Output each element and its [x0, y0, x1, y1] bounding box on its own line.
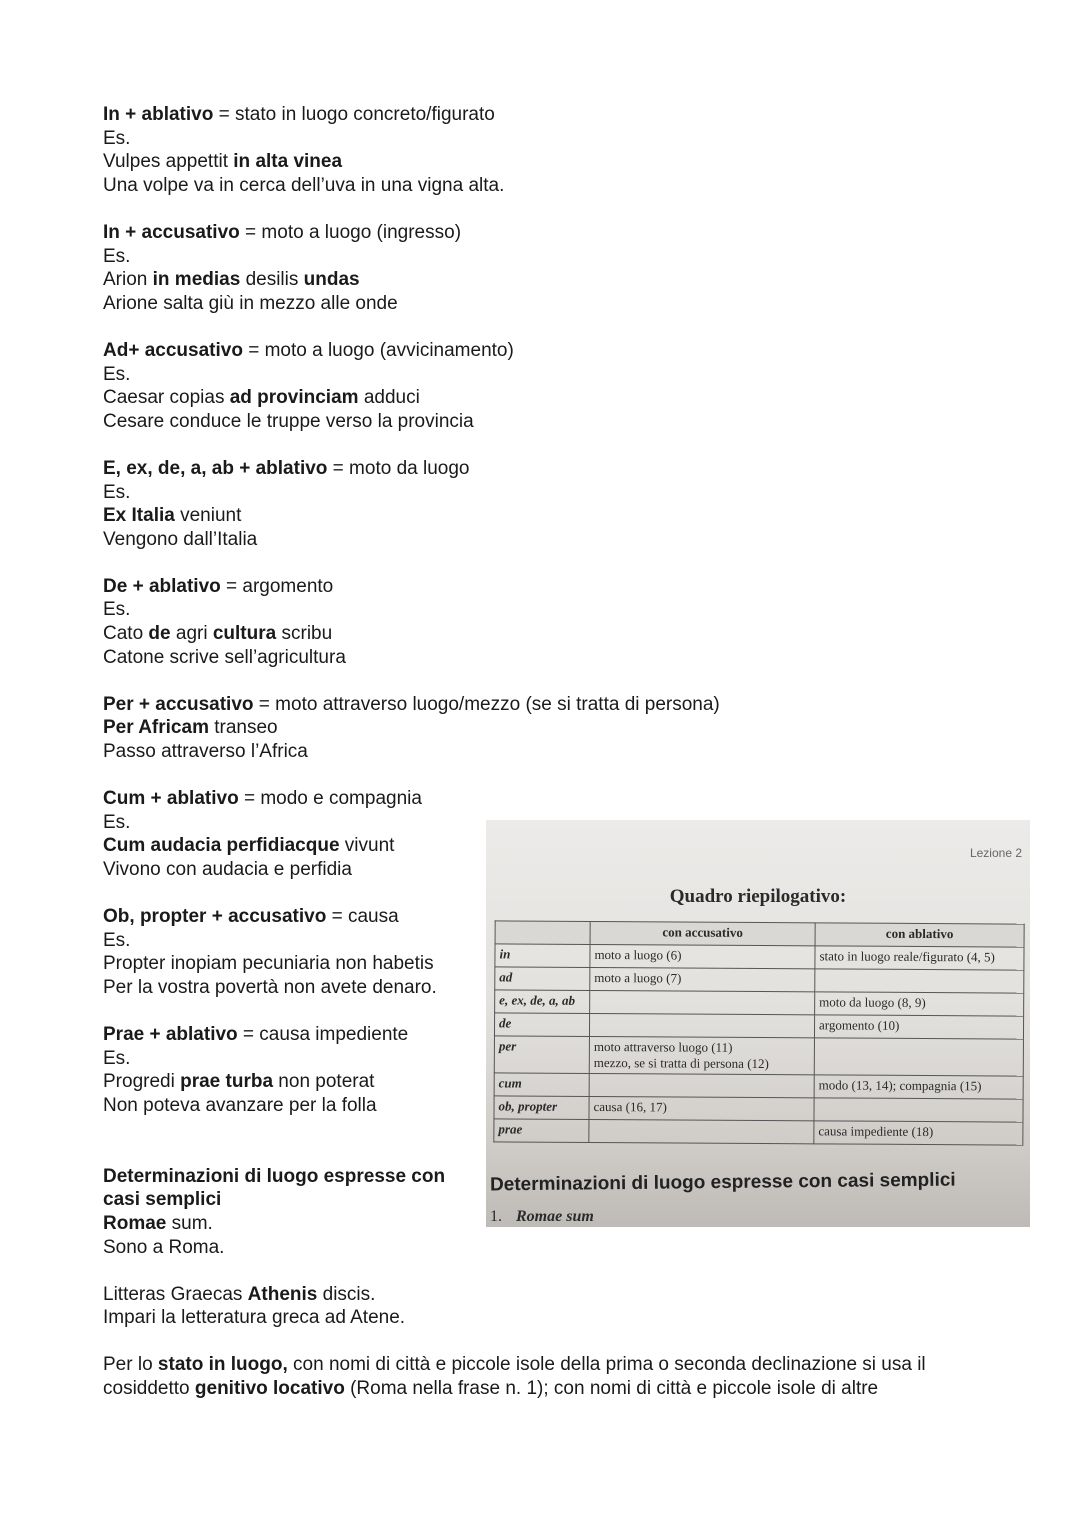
- text: = causa: [326, 906, 399, 928]
- text: Non poteva avanzare per la folla: [103, 1094, 377, 1116]
- note-line: [103, 410, 926, 434]
- text: = stato in luogo concreto/figurato: [213, 104, 495, 125]
- text: Es.: [103, 811, 131, 833]
- example-text: Romae sum: [516, 1208, 594, 1225]
- ablative-cell: moto da luogo (8, 9): [815, 992, 1024, 1016]
- text: Impari la letteratura greca ad Atene.: [103, 1307, 406, 1329]
- note-line: [103, 457, 926, 481]
- accusative-cell: causa (16, 17): [589, 1096, 814, 1120]
- note-line: [103, 504, 926, 528]
- text: discis.: [317, 1283, 376, 1305]
- accusative-cell: moto attraverso luogo (11) mezzo, se si tratta di persona (12): [589, 1036, 814, 1074]
- table-header-row: [495, 921, 1024, 947]
- table-header: [495, 921, 590, 945]
- note-line: [103, 787, 926, 811]
- table-header: con accusativo: [590, 921, 815, 945]
- text: Catone scrive sell’agricultura: [103, 646, 346, 668]
- text: Vengono dall’Italia: [103, 528, 258, 550]
- text: cosiddetto: [103, 1378, 195, 1400]
- bold-text: genitivo locativo: [194, 1378, 345, 1400]
- preposition-cell: in: [495, 944, 590, 968]
- text: Es.: [103, 929, 131, 951]
- ablative-cell: [814, 1038, 1023, 1076]
- text: Una volpe va in cerca dell’uva in una vigna alta.: [103, 174, 505, 196]
- note-line: [103, 127, 926, 151]
- bold-text: In + accusativo: [103, 221, 240, 243]
- text: Vivono con audacia e perfidia: [103, 859, 352, 880]
- blank-line: [103, 197, 926, 221]
- bold-text: Per + accusativo: [103, 693, 254, 715]
- bold-text: Athenis: [247, 1283, 318, 1305]
- bold-text: In + ablativo: [103, 104, 214, 125]
- text: = modo e compagnia: [238, 788, 422, 810]
- note-line: [103, 646, 926, 670]
- table-row: [494, 1096, 1023, 1122]
- bold-text: in medias: [152, 269, 241, 291]
- note-line: [103, 174, 926, 198]
- blank-line: [103, 315, 926, 339]
- section-subheading: Determinazioni di luogo espresse con casi semplici: [489, 1169, 956, 1196]
- text: (Roma nella frase n. 1); con nomi di città e piccole isole di altre: [344, 1378, 879, 1400]
- table-row: [494, 1119, 1023, 1145]
- table-row: [495, 967, 1024, 993]
- text: vivunt: [339, 835, 395, 857]
- bold-text: de: [148, 623, 171, 645]
- bold-text: Prae + ablativo: [103, 1024, 238, 1046]
- text: Es.: [103, 481, 131, 503]
- text: veniunt: [174, 505, 242, 527]
- table-row: [495, 944, 1024, 970]
- blank-line: [103, 551, 926, 575]
- text: = causa impediente: [237, 1024, 409, 1046]
- text: Sono a Roma.: [103, 1236, 225, 1258]
- text: Per lo: [103, 1354, 158, 1376]
- accusative-cell: [590, 990, 815, 1014]
- bold-text: cultura: [212, 623, 277, 645]
- bold-text: Romae: [103, 1212, 167, 1234]
- note-line: [103, 622, 926, 646]
- note-line: [103, 150, 926, 174]
- text: transeo: [208, 717, 278, 739]
- blank-line: [103, 1259, 926, 1283]
- text: Es.: [103, 1047, 131, 1069]
- blank-line: [103, 433, 926, 457]
- table-row: [494, 1073, 1023, 1099]
- bold-text: Ob, propter + accusativo: [103, 906, 327, 928]
- summary-table: [493, 920, 1024, 1145]
- table-row: [494, 1013, 1023, 1039]
- text: Caesar copias: [103, 387, 230, 409]
- text: Es.: [103, 599, 131, 621]
- table-row: [495, 990, 1024, 1016]
- bold-text: Ad+ accusativo: [103, 339, 243, 361]
- text: sum.: [166, 1212, 213, 1234]
- note-line: [103, 598, 926, 622]
- text: = moto attraverso luogo/mezzo (se si tratta di persona): [253, 693, 720, 715]
- accusative-cell: moto a luogo (6): [590, 944, 815, 968]
- bold-text: ad provinciam: [229, 387, 359, 409]
- text: = moto a luogo (avvicinamento): [242, 339, 514, 361]
- text: Cato: [103, 623, 149, 645]
- text: Es.: [103, 245, 131, 267]
- text: Per la vostra povertà non avete denaro.: [103, 976, 437, 998]
- note-line: [103, 363, 926, 387]
- example-line: [490, 1208, 594, 1226]
- text: Cesare conduce le truppe verso la provincia: [103, 410, 474, 432]
- text: adduci: [358, 387, 420, 409]
- note-line: [103, 1306, 926, 1330]
- note-line: [103, 1377, 926, 1401]
- bold-text: Cum + ablativo: [103, 788, 239, 810]
- lesson-label: Lezione 2: [969, 846, 1022, 860]
- blank-line: [103, 1330, 926, 1354]
- accusative-cell: [589, 1013, 814, 1037]
- accusative-cell: moto a luogo (7): [590, 967, 815, 991]
- text: Es.: [103, 127, 131, 149]
- note-line: [103, 575, 926, 599]
- note-line: [103, 1236, 926, 1260]
- table-header: con ablativo: [815, 923, 1024, 947]
- ablative-cell: [814, 1098, 1023, 1122]
- bold-text: undas: [303, 269, 360, 291]
- note-line: [103, 740, 926, 764]
- text: Arion: [103, 269, 153, 291]
- text: Vulpes appettit: [103, 151, 234, 173]
- note-line: [103, 292, 926, 316]
- preposition-cell: ad: [495, 967, 590, 991]
- text: non poterat: [273, 1071, 375, 1093]
- preposition-cell: ob, propter: [494, 1096, 589, 1120]
- bold-text: Per Africam: [103, 717, 209, 739]
- bold-text: in alta vinea: [233, 151, 343, 173]
- bold-text: De + ablativo: [103, 575, 221, 597]
- note-line: [103, 268, 926, 292]
- text: scribu: [276, 623, 333, 645]
- ablative-cell: argomento (10): [814, 1015, 1023, 1039]
- ablative-cell: stato in luogo reale/figurato (4, 5): [815, 946, 1024, 970]
- note-line: [103, 716, 926, 740]
- bold-text: Determinazioni di luogo espresse con: [103, 1165, 446, 1187]
- preposition-cell: e, ex, de, a, ab: [495, 990, 590, 1014]
- text: = argomento: [220, 575, 334, 597]
- textbook-photo: [486, 820, 1030, 1227]
- bold-text: casi semplici: [103, 1189, 222, 1211]
- bold-text: stato in luogo,: [157, 1354, 288, 1376]
- bold-text: Cum audacia perfidiacque: [103, 835, 340, 857]
- table-row: [494, 1036, 1023, 1076]
- ablative-cell: modo (13, 14); compagnia (15): [814, 1075, 1023, 1099]
- note-line: [103, 103, 926, 127]
- preposition-cell: de: [494, 1013, 589, 1037]
- text: desilis: [240, 269, 304, 291]
- bold-text: Ex Italia: [103, 505, 175, 527]
- text: Litteras Graecas: [103, 1283, 248, 1305]
- text: con nomi di città e piccole isole della prima o seconda declinazione si usa il: [287, 1354, 926, 1376]
- text: agri: [170, 623, 213, 645]
- summary-title: Quadro riepilogativo:: [669, 886, 847, 907]
- example-number: 1.: [490, 1208, 502, 1225]
- text: Progredi: [103, 1071, 181, 1093]
- text: Es.: [103, 363, 131, 385]
- note-line: [103, 339, 926, 363]
- text: = moto a luogo (ingresso): [239, 221, 462, 243]
- text: Propter inopiam pecuniaria non habetis: [103, 953, 434, 975]
- blank-line: [103, 669, 926, 693]
- accusative-cell: [589, 1073, 814, 1097]
- ablative-cell: [815, 969, 1024, 993]
- text: Passo attraverso l’Africa: [103, 741, 308, 763]
- preposition-cell: prae: [494, 1119, 589, 1143]
- note-line: [103, 528, 926, 552]
- note-line: [103, 1283, 926, 1307]
- note-line: [103, 693, 926, 717]
- preposition-cell: cum: [494, 1073, 589, 1097]
- note-line: [103, 1353, 926, 1377]
- accusative-cell: [589, 1119, 814, 1143]
- note-line: [103, 481, 926, 505]
- bold-text: prae turba: [180, 1071, 274, 1093]
- ablative-cell: causa impediente (18): [814, 1121, 1023, 1145]
- preposition-cell: per: [494, 1036, 589, 1074]
- text: = moto da luogo: [327, 457, 470, 479]
- note-line: [103, 245, 926, 269]
- text: Arione salta giù in mezzo alle onde: [103, 292, 398, 314]
- blank-line: [103, 764, 926, 788]
- note-line: [103, 221, 926, 245]
- note-line: [103, 386, 926, 410]
- bold-text: E, ex, de, a, ab + ablativo: [103, 457, 328, 479]
